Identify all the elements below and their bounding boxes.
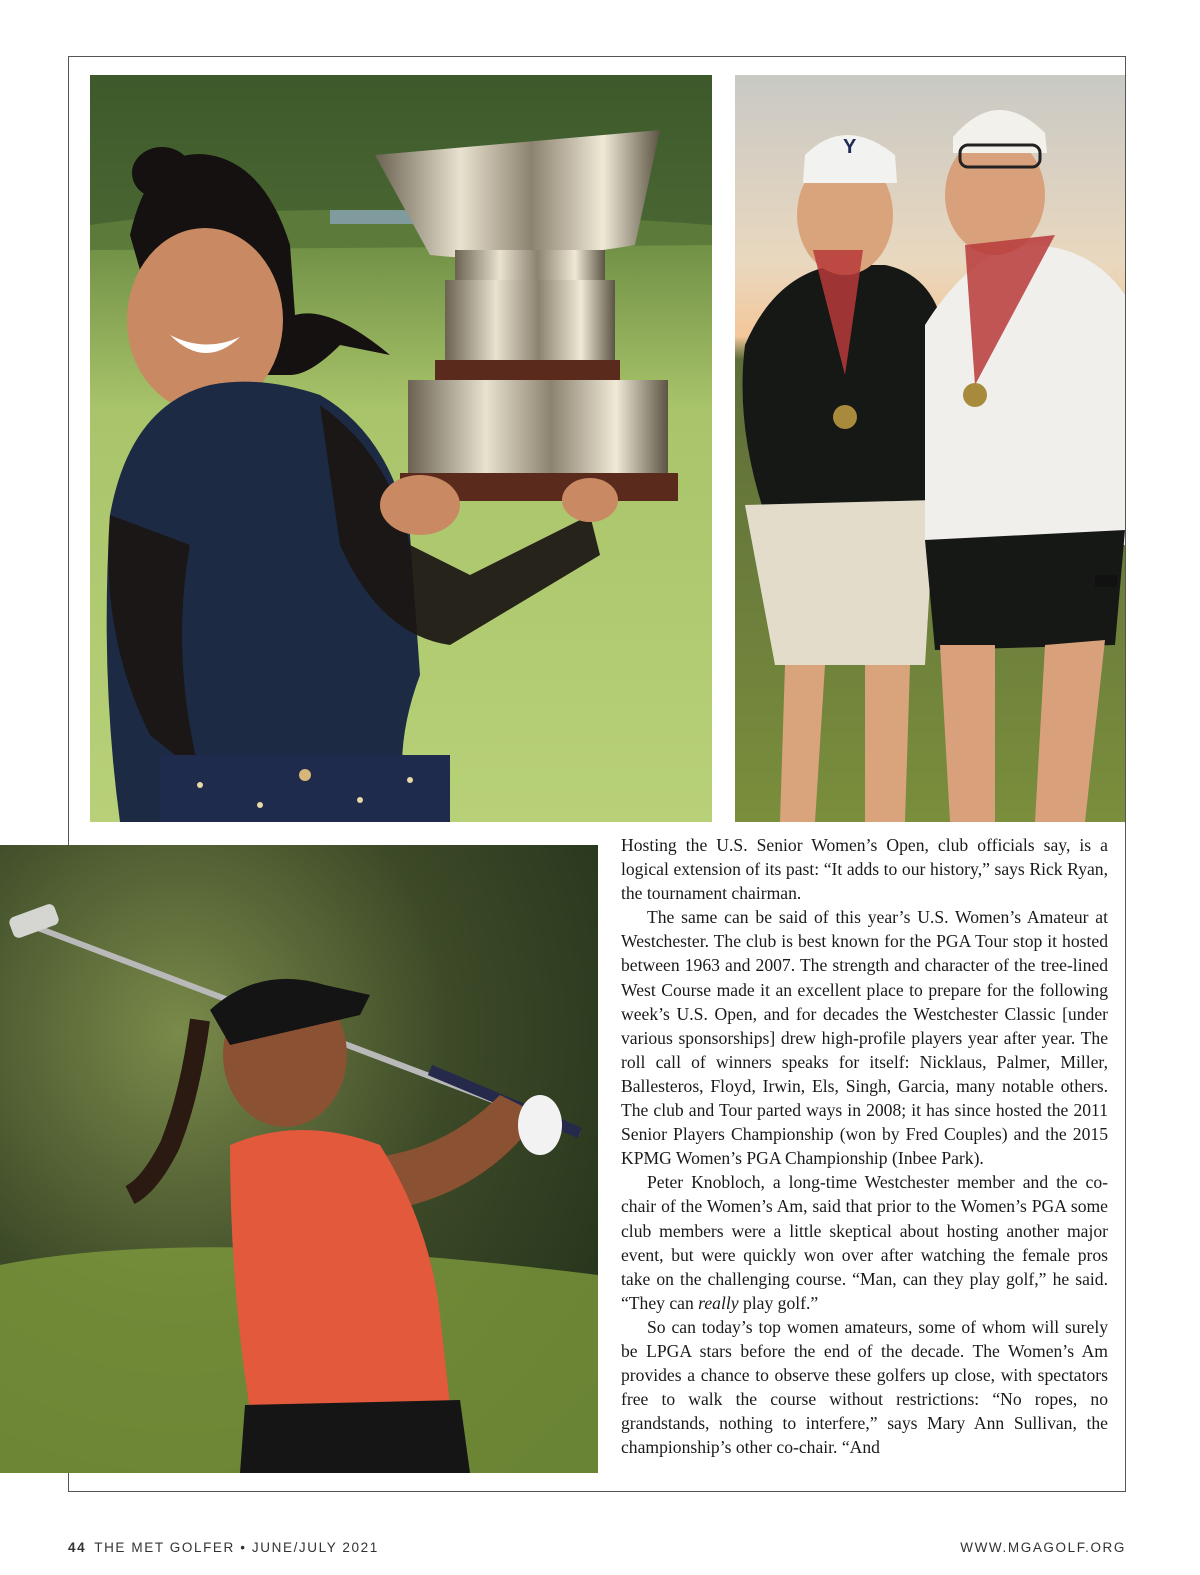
article-paragraph <box>621 1170 1108 1315</box>
article-paragraph: The same can be said of this year’s U.S. Women’s Amateur at Westchester. The club is best known for the PGA Tour stop it hosted between 1963 and 2007. The strength and character of the tree-lined West Course made it an excellent place to prepare for the following week’s U.S. Open, and for decades the Westchester Classic [under various sponsorships] drew high-profile players year after year. The roll call of winners speaks for itself: Nicklaus, Palmer, Miller, Ballesteros, Floyd, Irwin, Els, Singh, Garcia, many notable others. The club and Tour parted ways in 2008; it has since hosted the 2011 Senior Players Championship (won by Fred Couples) and the 2015 KPMG Women’s PGA Championship (Inbee Park). <box>621 907 1108 1169</box>
article-paragraph: Hosting the U.S. Senior Women’s Open, club officials say, is a logical extension of its past: “It adds to our history,” says Rick Ryan, the tournament chairman. <box>621 835 1108 904</box>
paragraph-text: play golf.” <box>738 1292 819 1313</box>
folio <box>68 1540 379 1555</box>
paragraph-text: Peter Knobloch, a long-time Westchester member and the co-chair of the Women’s Am, said that prior to the Women’s PGA some club members were a little skeptical about hosting another major event, but were quickly won over after watching the female pros take on the challenging course. “Man, can they play golf,” he said. “They can <box>621 1172 1108 1313</box>
trophy-winner-photo <box>90 75 712 822</box>
medalists-photo <box>735 75 1125 822</box>
publication-name: THE MET GOLFER • JUNE/JULY 2021 <box>94 1540 379 1555</box>
emphasized-text: really <box>698 1292 739 1313</box>
article-paragraph: So can today’s top women amateurs, some of whom will surely be LPGA stars before the end of the decade. The Women’s Am provides a chance to observe these golfers up close, with spectators free to walk the course without restrictions: “No ropes, no grandstands, nothing to interfere,” says Mary Ann Sullivan, the championship’s other co-chair. “And <box>621 1316 1108 1458</box>
article-body <box>621 833 1108 1459</box>
page-number: 44 <box>68 1540 87 1555</box>
swing-photo <box>0 845 598 1473</box>
website-url[interactable]: WWW.MGAGOLF.ORG <box>960 1540 1126 1555</box>
svg-text:Y: Y <box>843 136 857 158</box>
